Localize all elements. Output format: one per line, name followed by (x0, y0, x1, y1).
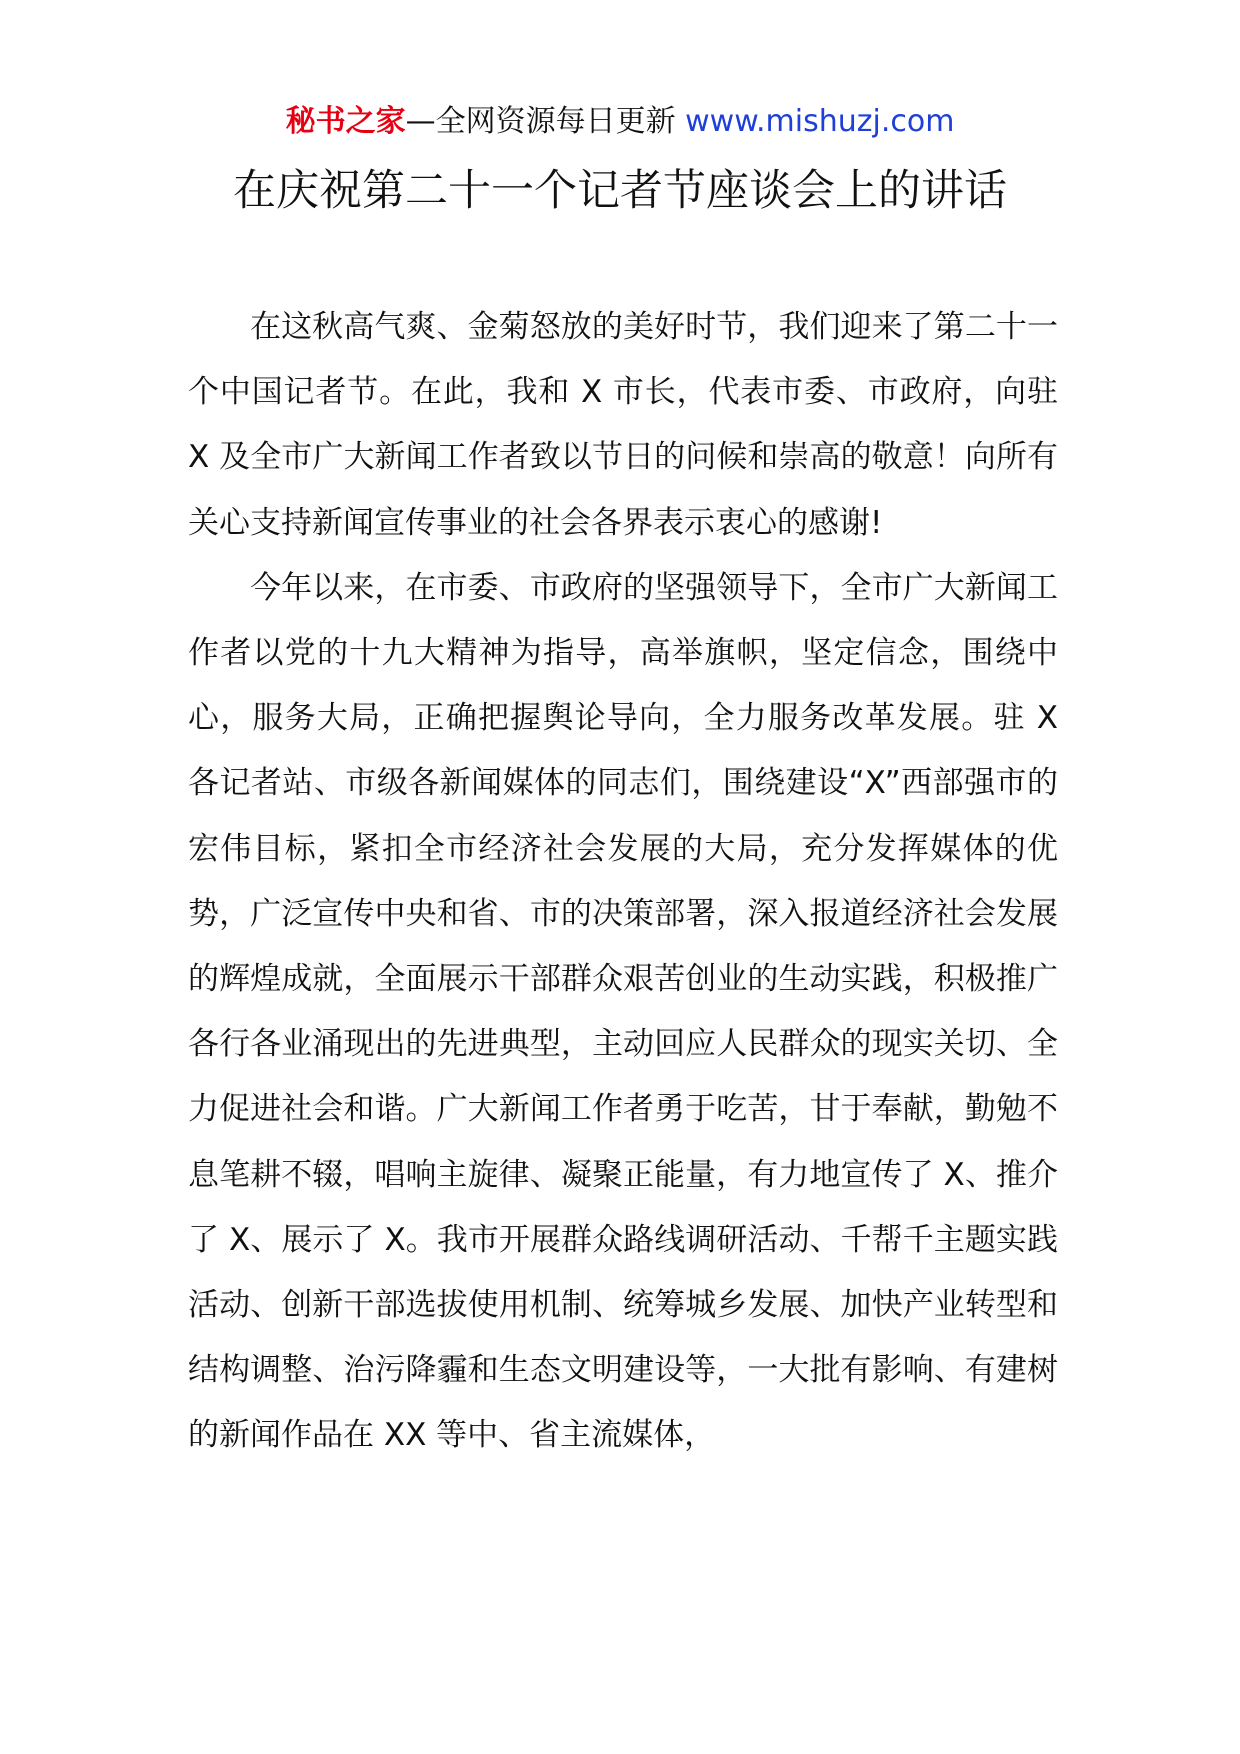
document-body (188, 295, 1058, 1469)
brand-name: 秘书之家 (285, 104, 406, 139)
page-title: 在庆祝第二十一个记者节座谈会上的讲话 (233, 166, 1007, 216)
site-banner (0, 100, 1240, 144)
site-url-link[interactable]: www.mishuzj.com (685, 104, 955, 139)
paragraph-2: 今年以来，在市委、市政府的坚强领导下，全市广大新闻工作者以党的十九大精神为指导，高举旗帜，坚定信念，围绕中心，服务大局，正确把握舆论导向，全力服务改革发展。驻 X 各记者站、市级各新闻媒体的同志们，围绕建设“X”西部强市的宏伟目标，紧扣全市经济社会发展的大局，充分发挥媒体的优势，广泛宣传中央和省、市的决策部署，深入报道经济社会发展的辉煌成就，全面展示干部群众艰苦创业的生动实践，积极推广各行各业涌现出的先进典型，主动回应人民群众的现实关切、全力促进社会和谐。广大新闻工作者勇于吃苦，甘于奉献，勤勉不息笔耕不辍，唱响主旋律、凝聚正能量，有力地宣传了 X、推介了 X、展示了 X。我市开展群众路线调研活动、千帮千主题实践活动、创新干部选拔使用机制、统筹城乡发展、加快产业转型和结构调整、治污降霾和生态文明建设等，一大批有影响、有建树的新闻作品在 XX 等中、省主流媒体， (188, 569, 1058, 1454)
banner-slogan: —全网资源每日更新 (405, 104, 686, 139)
paragraph-1: 在这秋高气爽、金菊怒放的美好时节，我们迎来了第二十一个中国记者节。在此，我和 X 市长，代表市委、市政府，向驻 X 及全市广大新闻工作者致以节日的问候和崇高的敬意！向所有关心支持新闻宣传事业的社会各界表示衷心的感谢! (188, 309, 1058, 541)
